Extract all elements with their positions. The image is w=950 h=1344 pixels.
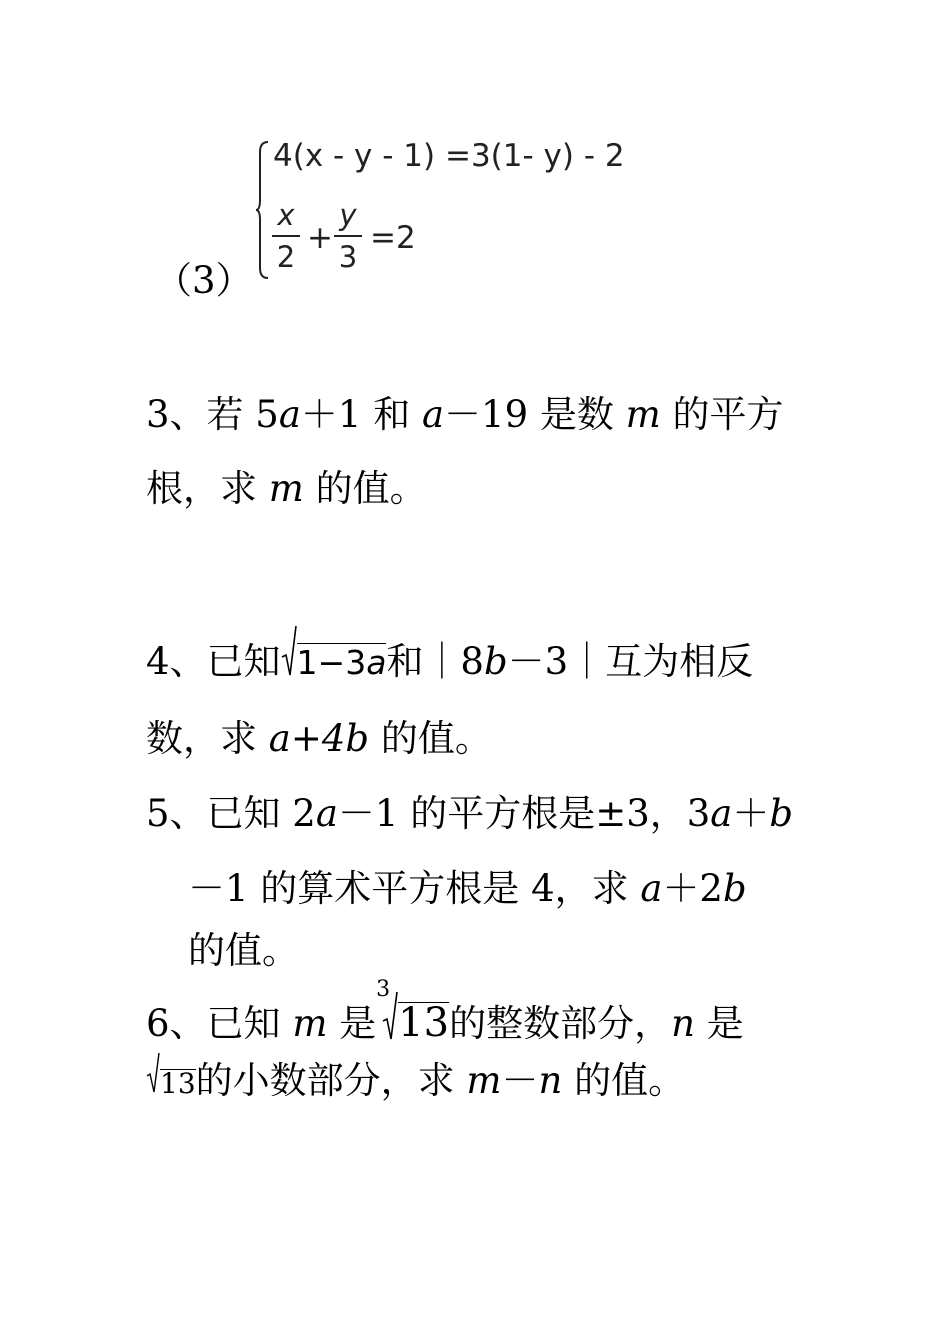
question-4-text: 和｜8 — [386, 640, 484, 683]
question-4-text: 数，求 — [146, 717, 269, 760]
question-3-text: 求 — [220, 467, 269, 510]
left-brace-icon — [256, 140, 270, 280]
question-5-line-1 — [146, 792, 794, 835]
radicand-text: 1−3 — [296, 643, 367, 682]
equation-1: 4(x - y - 1) =3(1- y) - 2 — [273, 138, 625, 174]
sqrt-expression — [146, 1062, 196, 1099]
variable-b: b — [722, 867, 747, 910]
fraction-bar — [334, 235, 362, 237]
question-3-text: －19 是数 — [444, 393, 626, 436]
radicand-13: 13 — [398, 1000, 450, 1046]
variable-m: m — [292, 1002, 328, 1045]
radicand-13: 13 — [160, 1067, 196, 1100]
fraction-x-over-2 — [272, 198, 300, 274]
question-5-text: ＋2 — [662, 867, 723, 910]
question-3-text: 的值。 — [303, 467, 427, 510]
question-5-text: －1 的平方根是±3，3 — [337, 792, 711, 835]
question-4-text: －3｜互为相反 — [507, 640, 754, 683]
variable-a: a — [278, 393, 301, 436]
fraction-y-over-3 — [334, 198, 362, 274]
question-3-line-1 — [146, 393, 784, 436]
equation-2-rhs: =2 — [370, 220, 416, 256]
radical-sign-icon — [281, 625, 297, 679]
question-5-text: ＋ — [732, 792, 770, 835]
fraction-numerator: y — [339, 198, 357, 232]
variable-n: n — [671, 1002, 695, 1045]
question-6-text: 是 — [327, 1002, 377, 1045]
fraction-denominator: 2 — [276, 240, 296, 274]
question-4-line-1 — [146, 640, 754, 683]
question-6-text: 的小数部分，求 — [195, 1059, 467, 1102]
question-5-text: －1 的算术平方根是 4，求 — [188, 867, 641, 910]
fraction-bar — [272, 235, 300, 237]
variable-m: m — [268, 467, 304, 510]
question-6-line-1 — [146, 977, 744, 1046]
variable-a: a — [421, 393, 445, 436]
variable-a: a — [640, 867, 663, 910]
question-3-text: 根， — [146, 467, 220, 510]
sqrt-expression — [281, 643, 387, 680]
question-6-text: 的整数部分， — [449, 1002, 672, 1045]
variable-m: m — [466, 1059, 502, 1102]
question-6-line-2 — [146, 1059, 686, 1102]
question-3-line-2 — [146, 467, 427, 510]
question-5-text: 5、已知 2 — [146, 792, 316, 835]
variable-n: n — [538, 1059, 563, 1102]
variable-b: b — [769, 792, 794, 835]
radical-sign-icon — [146, 1052, 160, 1094]
variable-a: a — [315, 792, 338, 835]
expression-a-plus-4b: a+4b — [268, 717, 370, 760]
question-5-line-2 — [188, 867, 747, 910]
question-4-text: 的值。 — [369, 717, 492, 760]
variable-a: a — [366, 643, 387, 682]
fraction-denominator: 3 — [338, 240, 358, 274]
variable-b: b — [483, 640, 508, 683]
question-4-line-2 — [146, 717, 492, 760]
radical-sign-icon — [382, 991, 398, 1043]
sqrt-radicand — [296, 643, 387, 682]
plus-sign: + — [307, 220, 333, 256]
question-6-text: 是 — [694, 1002, 744, 1045]
question-6-text: 的值。 — [562, 1059, 686, 1102]
question-6-text: － — [501, 1059, 539, 1102]
question-3-text: 3、若 5 — [146, 393, 279, 436]
fraction-numerator: x — [277, 198, 295, 232]
variable-a: a — [710, 792, 733, 835]
question-3-text: ＋1 和 — [300, 393, 422, 436]
cube-root-expression — [376, 977, 450, 1046]
question-6-text: 6、已知 — [146, 1002, 293, 1045]
question-4-text: 4、已知 — [146, 640, 281, 683]
root-index: 3 — [376, 977, 391, 1002]
problem-3-label: （3） — [155, 259, 253, 302]
question-5-line-3: 的值。 — [188, 929, 299, 972]
variable-m: m — [625, 393, 661, 436]
question-3-text: 的平方 — [660, 393, 784, 436]
